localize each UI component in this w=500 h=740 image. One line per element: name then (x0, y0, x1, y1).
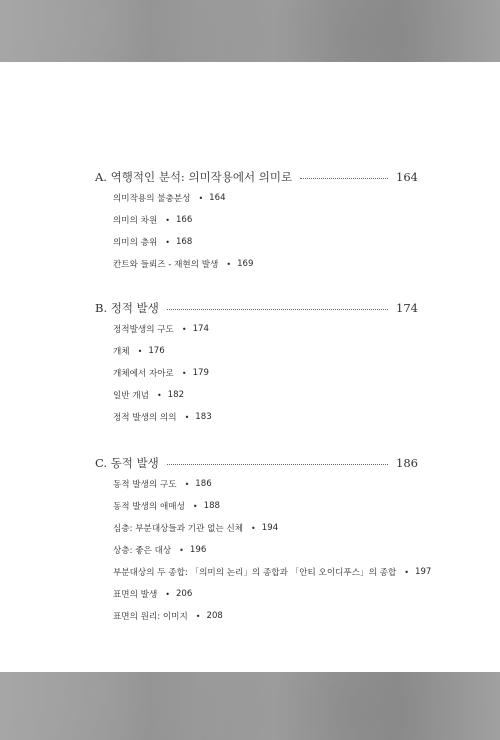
entry-page-number: 208 (206, 611, 223, 621)
toc-entry[interactable] (113, 388, 184, 402)
toc-entry[interactable] (113, 609, 223, 623)
entry-title: 동적 발생의 애매성 (113, 502, 185, 512)
entry-title: 표면의 발생 (113, 590, 158, 600)
toc-entry[interactable] (113, 191, 226, 205)
entry-title: 의미의 층위 (113, 238, 158, 248)
entry-page-number: 182 (167, 390, 185, 400)
entry-title: 개체 (113, 347, 130, 357)
section-page-number: 186 (396, 456, 418, 470)
bullet: • (184, 479, 190, 489)
section-label: A. 역행적인 분석: 의미작용에서 의미로 (95, 170, 293, 184)
entry-title: 동적 발생의 구도 (113, 480, 177, 490)
bullet: • (404, 567, 409, 577)
bullet: • (198, 193, 204, 203)
bullet: • (179, 545, 184, 555)
toc-entry[interactable] (113, 477, 212, 491)
bullet: • (165, 237, 170, 247)
toc-entry[interactable] (113, 587, 192, 601)
entry-page-number: 206 (175, 589, 193, 599)
bullet: • (251, 523, 256, 533)
entry-page-number: 169 (237, 259, 254, 269)
toc-entry[interactable] (113, 322, 209, 336)
toc-entry[interactable] (113, 410, 212, 424)
toc-entry[interactable] (113, 235, 192, 249)
bullet: • (137, 346, 143, 356)
toc-entry[interactable] (113, 213, 192, 227)
entry-page-number: 186 (195, 479, 212, 489)
section-label: B. 정적 발생 (95, 301, 159, 315)
toc-section-a[interactable] (95, 169, 418, 185)
entry-page-number: 194 (261, 523, 279, 533)
dot-leader (300, 178, 388, 179)
bullet: • (156, 390, 162, 400)
top-gray-band (0, 0, 500, 62)
bullet: • (192, 501, 198, 511)
bottom-gray-band (0, 672, 500, 740)
bullet: • (226, 259, 232, 269)
entry-page-number: 188 (203, 501, 221, 511)
toc-entry[interactable] (113, 521, 278, 535)
toc-entry[interactable] (113, 366, 209, 380)
section-label: C. 동적 발생 (95, 456, 159, 470)
bullet: • (165, 215, 170, 225)
entry-title: 상층: 좋은 대상 (113, 546, 172, 556)
bullet: • (181, 324, 187, 334)
toc-entry[interactable] (113, 543, 206, 557)
toc-section-b[interactable] (95, 300, 418, 316)
section-page-number: 164 (396, 170, 418, 184)
entry-title: 의미의 차원 (113, 216, 158, 226)
entry-title: 정적발생의 구도 (113, 325, 174, 335)
entry-page-number: 183 (195, 412, 212, 422)
bullet: • (181, 368, 187, 378)
entry-title: 개체에서 자아로 (113, 369, 174, 379)
section-page-number: 174 (396, 301, 418, 315)
toc-entry[interactable] (113, 344, 165, 358)
entry-page-number: 197 (415, 567, 432, 577)
bullet: • (195, 611, 201, 621)
entry-page-number: 179 (192, 368, 209, 378)
entry-page-number: 164 (209, 193, 226, 203)
entry-title: 의미작용의 불충분성 (113, 194, 191, 204)
entry-title: 일반 개념 (113, 391, 149, 401)
entry-title: 표면의 원리: 이미지 (113, 612, 188, 622)
toc-entry[interactable] (113, 257, 253, 271)
dot-leader (167, 464, 388, 465)
toc-entry[interactable] (113, 499, 220, 513)
bullet: • (184, 412, 190, 422)
entry-title: 심층: 부분대상들과 기관 없는 신체 (113, 524, 244, 534)
entry-title: 칸트와 들뢰즈 - 재현의 발생 (113, 260, 219, 270)
entry-title: 부분대상의 두 종합: 「의미의 논리」의 종합과 「안티 오이디푸스」의 종합 (113, 568, 397, 578)
entry-title: 정적 발생의 의의 (113, 413, 177, 423)
entry-page-number: 168 (175, 237, 193, 247)
entry-page-number: 176 (148, 346, 165, 356)
bullet: • (165, 589, 170, 599)
entry-page-number: 196 (189, 545, 207, 555)
toc-entry[interactable] (113, 565, 431, 579)
entry-page-number: 174 (192, 324, 209, 334)
dot-leader (167, 309, 388, 310)
entry-page-number: 166 (175, 215, 193, 225)
toc-section-c[interactable] (95, 455, 418, 471)
